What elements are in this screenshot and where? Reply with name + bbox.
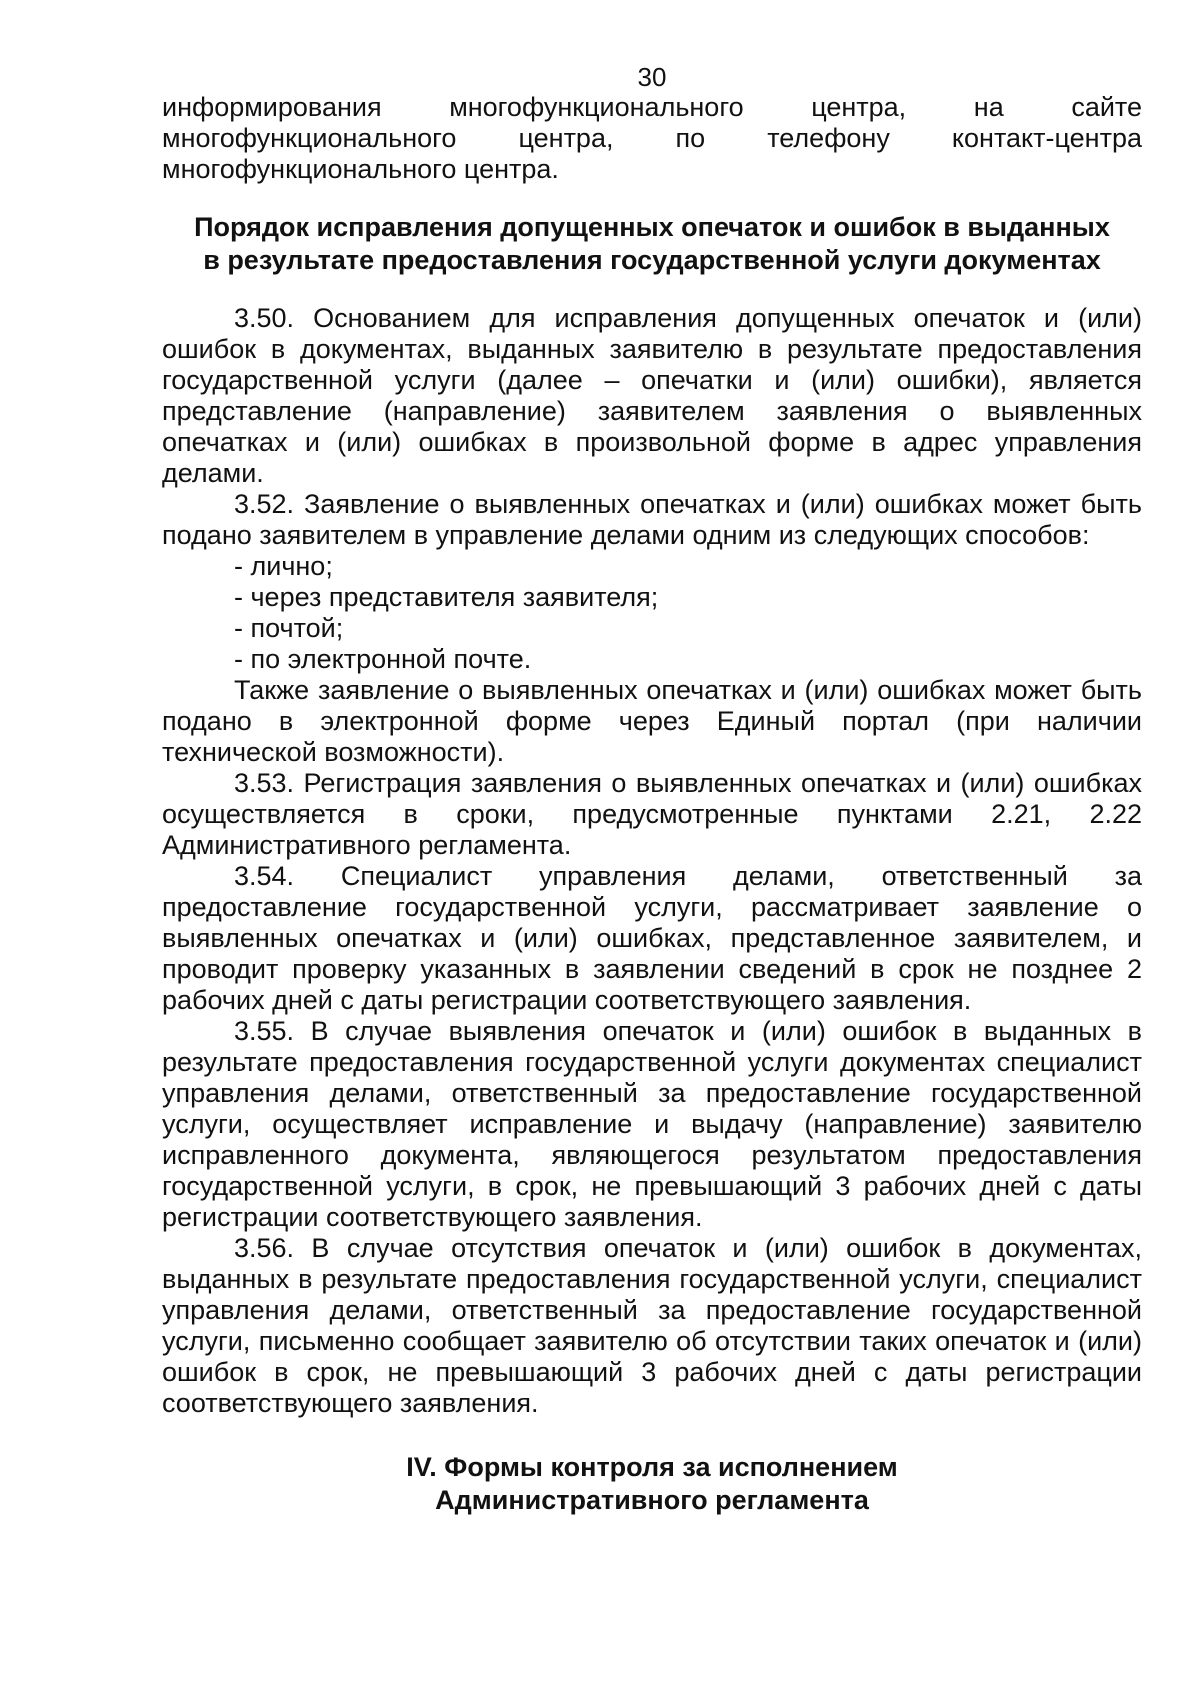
page-number: 30 bbox=[637, 62, 667, 92]
paragraph-3-56: 3.56. В случае отсутствия опечаток и (или) ошибок в документах, выданных в результате предоставления государственной услуги, специалист управления делами, ответственный за предоставление государственной услуги, письменно сообщает заявителю об отсутствии таких опечаток и (или) ошибок в срок, не превышающий 3 рабочих дней с даты регистрации соответствующего заявления. bbox=[162, 1233, 1142, 1418]
document-page bbox=[162, 62, 1142, 1517]
paragraph-3-54: 3.54. Специалист управления делами, ответственный за предоставление государственной услуги, рассматривает заявление о выявленных опечатках и (или) ошибках, представленное заявителем, и проводит проверку указанных в заявлении сведений в срок не позднее 2 рабочих дней с даты регистрации соответствующего заявления. bbox=[162, 861, 1142, 1015]
paragraph-3-52: 3.52. Заявление о выявленных опечатках и (или) ошибках может быть подано заявителем в управление делами одним из следующих способов: bbox=[162, 489, 1142, 550]
list-item-in-person: - лично; bbox=[234, 551, 333, 581]
paragraph-3-55: 3.55. В случае выявления опечаток и (или) ошибок в выданных в результате предоставления государственной услуги документах специалист управления делами, ответственный за предоставление государственной услуги, осуществляет исправление и выдачу (направление) заявителю исправленного документа, являющегося результатом предоставления государственной услуги, в срок, не превышающий 3 рабочих дней с даты регистрации соответствующего заявления. bbox=[162, 1016, 1142, 1232]
list-item-representative: - через представителя заявителя; bbox=[234, 582, 659, 612]
section-heading-line-1: Порядок исправления допущенных опечаток и ошибок в выданных bbox=[194, 212, 1110, 242]
section-heading bbox=[162, 211, 1142, 277]
paragraph-3-53: 3.53. Регистрация заявления о выявленных опечатках и (или) ошибках осуществляется в сроки, предусмотренные пунктами 2.21, 2.22 Административного регламента. bbox=[162, 768, 1142, 860]
list-item-email: - по электронной почте. bbox=[234, 644, 532, 674]
intro-paragraph: информирования многофункционального центра, на сайте многофункционального центра, по телефону контакт-центра многофункционального центра. bbox=[162, 92, 1142, 184]
section-heading-line-2: в результате предоставления государственной услуги документах bbox=[203, 245, 1101, 275]
chapter-heading-line-2: Административного регламента bbox=[435, 1485, 869, 1515]
list-item-mail: - почтой; bbox=[234, 613, 344, 643]
paragraph-also-electronic: Также заявление о выявленных опечатках и (или) ошибках может быть подано в электронной форме через Единый портал (при наличии технической возможности). bbox=[162, 675, 1142, 767]
paragraph-3-50: 3.50. Основанием для исправления допущенных опечаток и (или) ошибок в документах, выданных заявителю в результате предоставления государственной услуги (далее – опечатки и (или) ошибки), является представление (направление) заявителем заявления о выявленных опечатках и (или) ошибках в произвольной форме в адрес управления делами. bbox=[162, 303, 1142, 488]
chapter-heading-line-1: IV. Формы контроля за исполнением bbox=[406, 1452, 898, 1482]
chapter-heading bbox=[162, 1451, 1142, 1517]
